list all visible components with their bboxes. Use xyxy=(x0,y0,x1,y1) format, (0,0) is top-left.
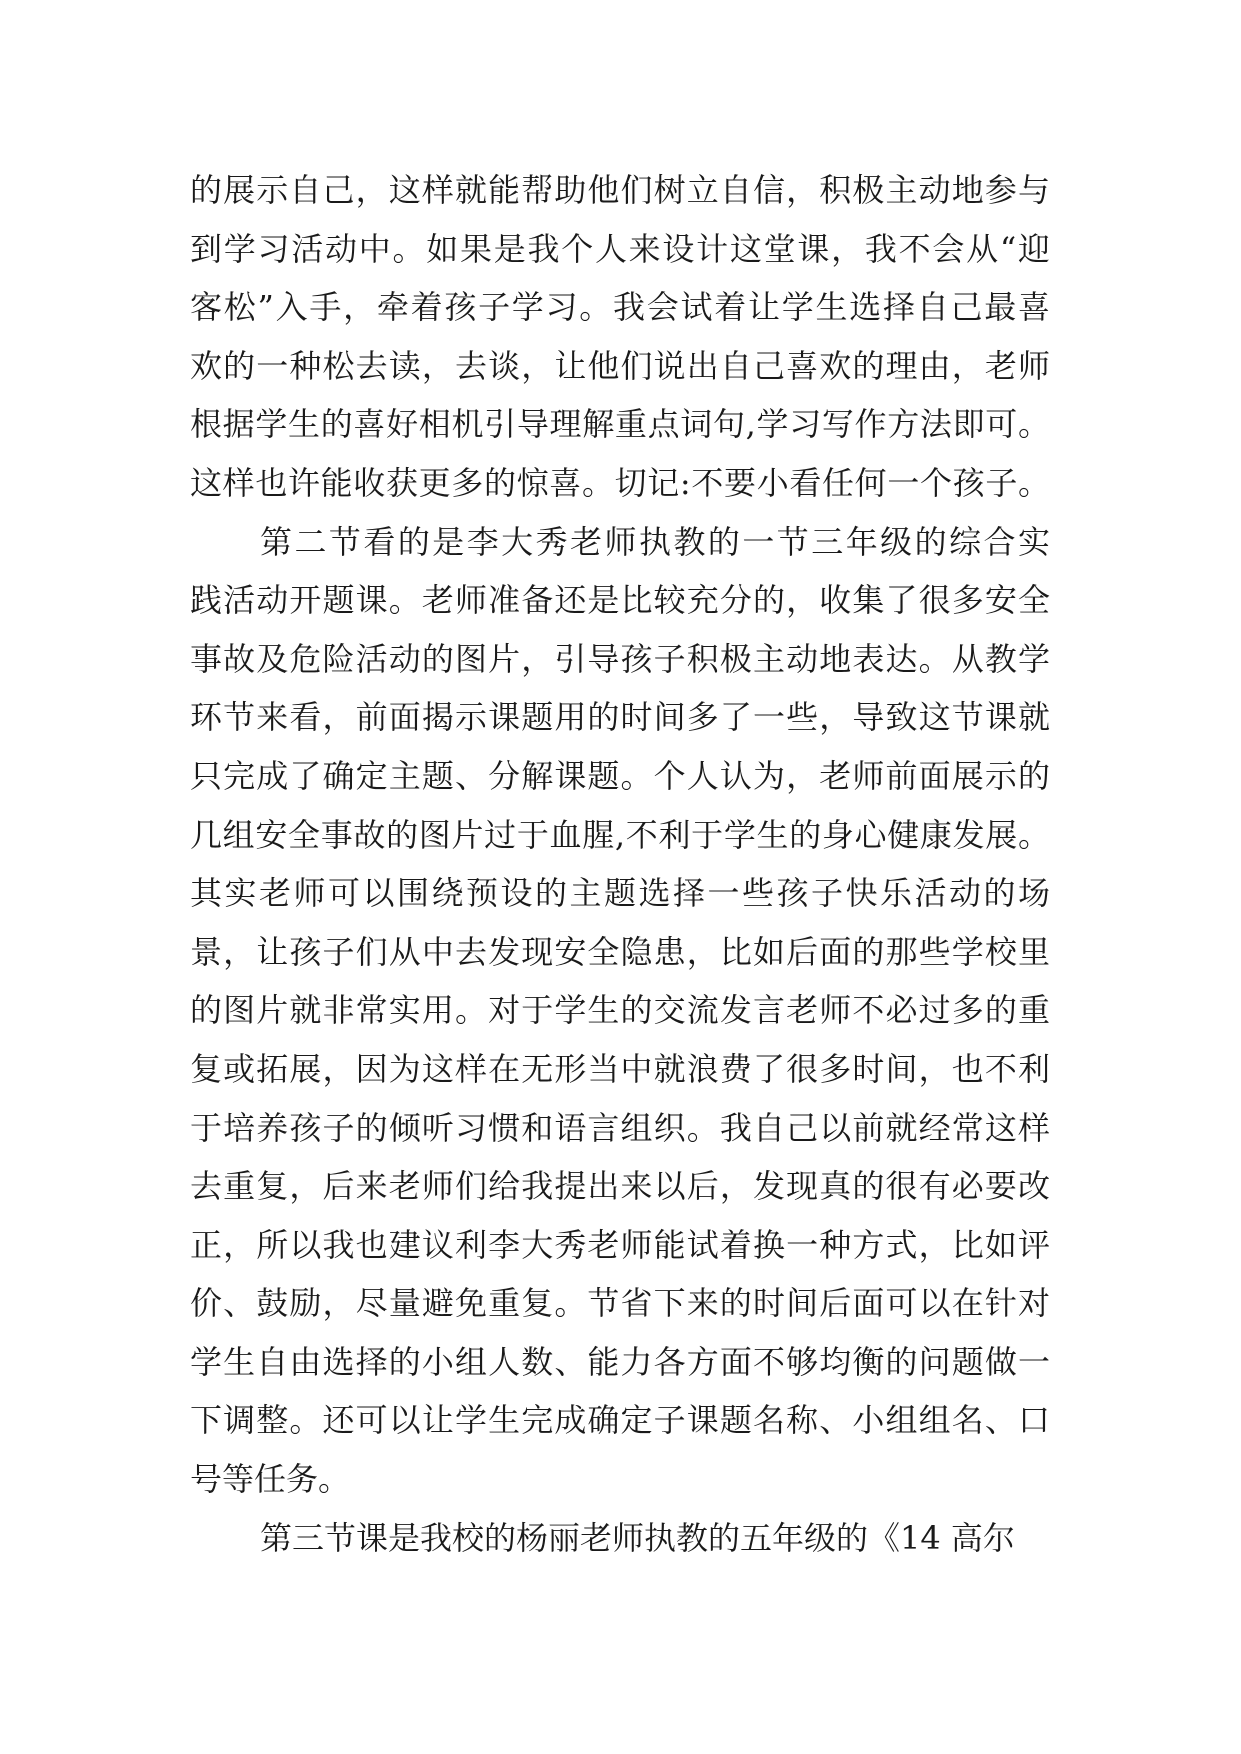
text-line: 只完成了确定主题、分解课题。个人认为，老师前面展示的 xyxy=(190,756,1050,795)
body-text xyxy=(190,161,1050,1567)
text-line: 下调整。还可以让学生完成确定子课题名称、小组组名、口 xyxy=(190,1401,1050,1440)
paragraph-start-line: 第二节看的是李大秀老师执教的一节三年级的综合实 xyxy=(260,522,1050,561)
text-line: 这样也许能收获更多的惊喜。切记:不要小看任何一个孩子。 xyxy=(190,463,1050,502)
text-line: 客松”入手，牵着孩子学习。我会试着让学生选择自己最喜 xyxy=(190,288,1050,327)
text-line: 环节来看，前面揭示课题用的时间多了一些，导致这节课就 xyxy=(190,698,1050,737)
text-line: 去重复，后来老师们给我提出来以后，发现真的很有必要改 xyxy=(190,1167,1050,1206)
paragraph-start-line: 第三节课是我校的杨丽老师执教的五年级的《14 高尔 xyxy=(260,1518,1015,1557)
text-line: 践活动开题课。老师准备还是比较充分的，收集了很多安全 xyxy=(190,581,1050,620)
text-line: 于培养孩子的倾听习惯和语言组织。我自己以前就经常这样 xyxy=(190,1108,1050,1147)
text-line: 其实老师可以围绕预设的主题选择一些孩子快乐活动的场 xyxy=(190,874,1050,913)
text-line: 到学习活动中。如果是我个人来设计这堂课，我不会从“迎 xyxy=(190,229,1050,268)
text-line: 的展示自己，这样就能帮助他们树立自信，积极主动地参与 xyxy=(190,171,1050,209)
text-line: 景，让孩子们从中去发现安全隐患，比如后面的那些学校里 xyxy=(190,932,1050,971)
text-line: 事故及危险活动的图片，引导孩子积极主动地表达。从教学 xyxy=(190,639,1050,678)
text-line: 几组安全事故的图片过于血腥,不利于学生的身心健康发展。 xyxy=(190,815,1050,854)
text-line: 正，所以我也建议利李大秀老师能试着换一种方式，比如评 xyxy=(190,1225,1050,1264)
text-line: 价、鼓励，尽量避免重复。节省下来的时间后面可以在针对 xyxy=(190,1284,1050,1323)
paragraph-end-line: 号等任务。 xyxy=(190,1460,351,1499)
text-line: 欢的一种松去读，去谈，让他们说出自己喜欢的理由，老师 xyxy=(190,346,1050,385)
text-line: 学生自由选择的小组人数、能力各方面不够均衡的问题做一 xyxy=(190,1342,1050,1381)
text-line: 根据学生的喜好相机引导理解重点词句,学习写作方法即可。 xyxy=(190,405,1050,444)
text-line: 复或拓展，因为这样在无形当中就浪费了很多时间，也不利 xyxy=(190,1049,1050,1088)
text-line: 的图片就非常实用。对于学生的交流发言老师不必过多的重 xyxy=(190,991,1050,1030)
